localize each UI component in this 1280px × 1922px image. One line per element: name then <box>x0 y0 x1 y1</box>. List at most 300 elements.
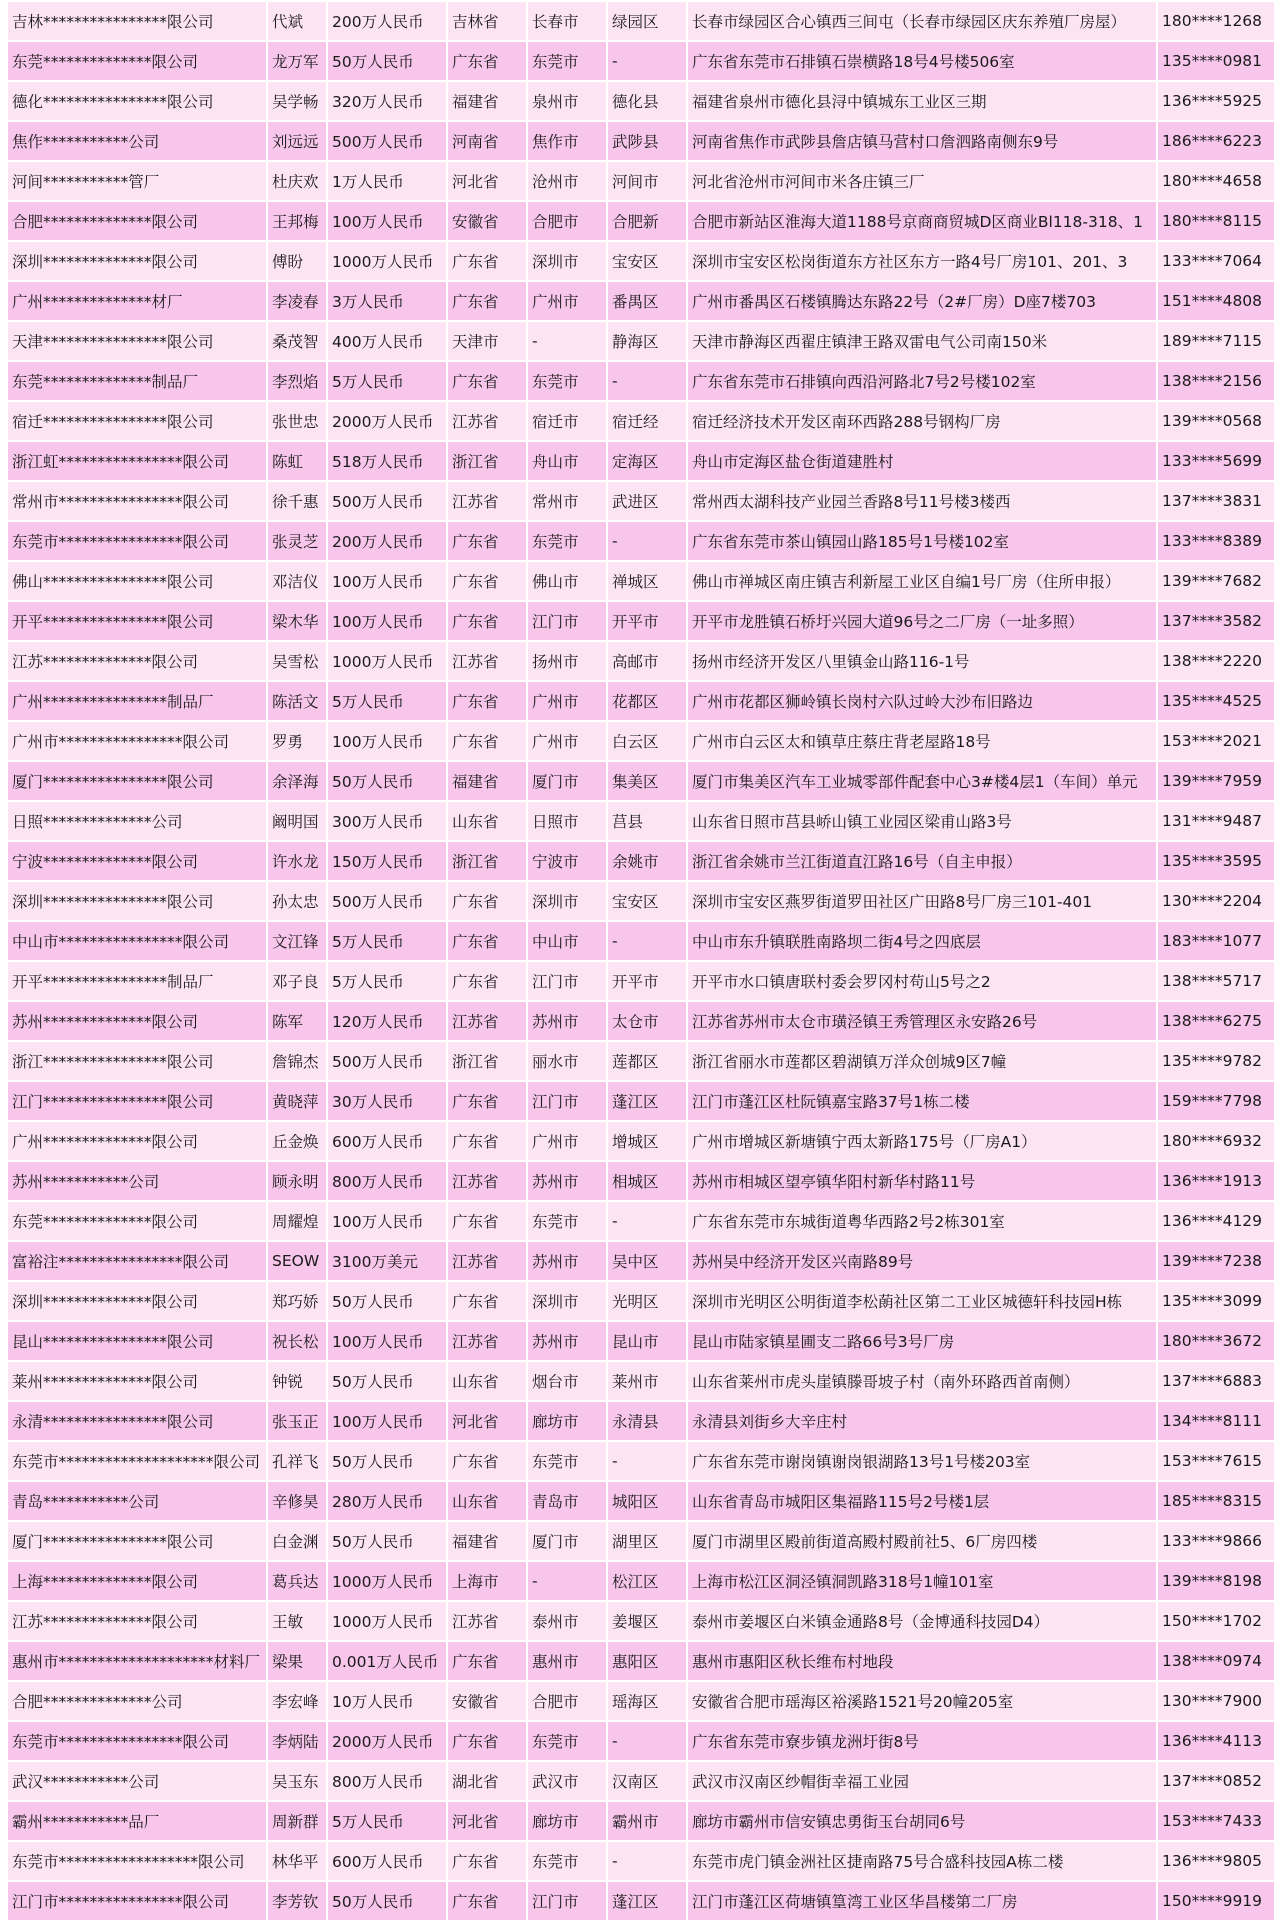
capital-cell: 100万人民币 <box>327 561 447 601</box>
province-cell: 河北省 <box>447 161 527 201</box>
table-row <box>7 921 1275 961</box>
capital-cell: 50万人民币 <box>327 1441 447 1481</box>
phone-cell: 150****9919 <box>1157 1881 1275 1921</box>
capital-cell: 100万人民币 <box>327 201 447 241</box>
phone-cell: 180****8115 <box>1157 201 1275 241</box>
legal-rep-cell: 陈军 <box>267 1001 327 1041</box>
province-cell: 山东省 <box>447 801 527 841</box>
province-cell: 江苏省 <box>447 1241 527 1281</box>
table-row <box>7 321 1275 361</box>
city-cell: 长春市 <box>527 1 607 41</box>
legal-rep-cell: 张世忠 <box>267 401 327 441</box>
city-cell: 东莞市 <box>527 521 607 561</box>
province-cell: 河北省 <box>447 1801 527 1841</box>
address-cell: 厦门市湖里区殿前街道高殿村殿前社5、6厂房四楼 <box>687 1521 1157 1561</box>
city-cell: 厦门市 <box>527 1521 607 1561</box>
district-cell: 永清县 <box>607 1401 687 1441</box>
legal-rep-cell: 孔祥飞 <box>267 1441 327 1481</box>
city-cell: 丽水市 <box>527 1041 607 1081</box>
address-cell: 广东省东莞市东城街道粤华西路2号2栋301室 <box>687 1201 1157 1241</box>
district-cell: - <box>607 1841 687 1881</box>
legal-rep-cell: 邓子良 <box>267 961 327 1001</box>
address-cell: 深圳市宝安区燕罗街道罗田社区广田路8号厂房三101-401 <box>687 881 1157 921</box>
legal-rep-cell: 林华平 <box>267 1841 327 1881</box>
table-row <box>7 721 1275 761</box>
city-cell: 东莞市 <box>527 361 607 401</box>
capital-cell: 500万人民币 <box>327 1041 447 1081</box>
capital-cell: 600万人民币 <box>327 1121 447 1161</box>
table-row <box>7 1521 1275 1561</box>
province-cell: 山东省 <box>447 1361 527 1401</box>
address-cell: 江门市蓬江区杜阮镇嘉宝路37号1栋二楼 <box>687 1081 1157 1121</box>
province-cell: 天津市 <box>447 321 527 361</box>
capital-cell: 200万人民币 <box>327 1 447 41</box>
capital-cell: 500万人民币 <box>327 121 447 161</box>
capital-cell: 50万人民币 <box>327 1361 447 1401</box>
table-row <box>7 1121 1275 1161</box>
legal-rep-cell: 吴玉东 <box>267 1761 327 1801</box>
address-cell: 扬州市经济开发区八里镇金山路116-1号 <box>687 641 1157 681</box>
address-cell: 上海市松江区洞泾镇洞凯路318号1幢101室 <box>687 1561 1157 1601</box>
phone-cell: 130****7900 <box>1157 1681 1275 1721</box>
company-name-cell: 广州**************材厂 <box>7 281 267 321</box>
capital-cell: 100万人民币 <box>327 1201 447 1241</box>
table-row <box>7 121 1275 161</box>
company-name-cell: 河间***********管厂 <box>7 161 267 201</box>
phone-cell: 133****9866 <box>1157 1521 1275 1561</box>
city-cell: 武汉市 <box>527 1761 607 1801</box>
legal-rep-cell: 陈虹 <box>267 441 327 481</box>
table-row <box>7 1721 1275 1761</box>
address-cell: 山东省莱州市虎头崖镇滕哥坡子村（南外环路西首南侧） <box>687 1361 1157 1401</box>
city-cell: 宿迁市 <box>527 401 607 441</box>
district-cell: - <box>607 361 687 401</box>
table-row <box>7 241 1275 281</box>
legal-rep-cell: 梁木华 <box>267 601 327 641</box>
phone-cell: 180****3672 <box>1157 1321 1275 1361</box>
address-cell: 天津市静海区西翟庄镇津王路双雷电气公司南150米 <box>687 321 1157 361</box>
phone-cell: 131****9487 <box>1157 801 1275 841</box>
table-row <box>7 961 1275 1001</box>
table-row <box>7 1561 1275 1601</box>
company-name-cell: 江苏**************限公司 <box>7 641 267 681</box>
company-name-cell: 常州市****************限公司 <box>7 481 267 521</box>
legal-rep-cell: 李烈焰 <box>267 361 327 401</box>
phone-cell: 137****0852 <box>1157 1761 1275 1801</box>
legal-rep-cell: 陈活文 <box>267 681 327 721</box>
table-row <box>7 1641 1275 1681</box>
province-cell: 广东省 <box>447 1441 527 1481</box>
phone-cell: 186****6223 <box>1157 121 1275 161</box>
province-cell: 广东省 <box>447 241 527 281</box>
legal-rep-cell: 郑巧娇 <box>267 1281 327 1321</box>
legal-rep-cell: 周耀煌 <box>267 1201 327 1241</box>
company-name-cell: 苏州**************限公司 <box>7 1001 267 1041</box>
province-cell: 福建省 <box>447 1521 527 1561</box>
address-cell: 广州市白云区太和镇草庄蔡庄背老屋路18号 <box>687 721 1157 761</box>
province-cell: 吉林省 <box>447 1 527 41</box>
phone-cell: 135****4525 <box>1157 681 1275 721</box>
district-cell: - <box>607 521 687 561</box>
city-cell: 广州市 <box>527 1121 607 1161</box>
company-name-cell: 宿迁****************限公司 <box>7 401 267 441</box>
table-row <box>7 601 1275 641</box>
address-cell: 苏州市相城区望亭镇华阳村新华村路11号 <box>687 1161 1157 1201</box>
city-cell: 广州市 <box>527 721 607 761</box>
capital-cell: 5万人民币 <box>327 1801 447 1841</box>
legal-rep-cell: 葛兵达 <box>267 1561 327 1601</box>
district-cell: 武陟县 <box>607 121 687 161</box>
province-cell: 江苏省 <box>447 1161 527 1201</box>
legal-rep-cell: 傅盼 <box>267 241 327 281</box>
address-cell: 江门市蓬江区荷塘镇篁湾工业区华昌楼第二厂房 <box>687 1881 1157 1921</box>
phone-cell: 138****2220 <box>1157 641 1275 681</box>
legal-rep-cell: 许水龙 <box>267 841 327 881</box>
district-cell: 霸州市 <box>607 1801 687 1841</box>
address-cell: 广东省东莞市茶山镇园山路185号1号楼102室 <box>687 521 1157 561</box>
capital-cell: 200万人民币 <box>327 521 447 561</box>
legal-rep-cell: 周新群 <box>267 1801 327 1841</box>
legal-rep-cell: 杜庆欢 <box>267 161 327 201</box>
phone-cell: 138****2156 <box>1157 361 1275 401</box>
city-cell: 苏州市 <box>527 1321 607 1361</box>
table-row <box>7 161 1275 201</box>
capital-cell: 500万人民币 <box>327 881 447 921</box>
district-cell: 定海区 <box>607 441 687 481</box>
province-cell: 广东省 <box>447 1081 527 1121</box>
province-cell: 广东省 <box>447 361 527 401</box>
company-name-cell: 东莞市****************限公司 <box>7 1721 267 1761</box>
company-name-cell: 江苏**************限公司 <box>7 1601 267 1641</box>
district-cell: 太仓市 <box>607 1001 687 1041</box>
phone-cell: 138****5717 <box>1157 961 1275 1001</box>
district-cell: 城阳区 <box>607 1481 687 1521</box>
district-cell: 惠阳区 <box>607 1641 687 1681</box>
city-cell: 泰州市 <box>527 1601 607 1641</box>
legal-rep-cell: 詹锦杰 <box>267 1041 327 1081</box>
table-row <box>7 201 1275 241</box>
phone-cell: 139****7682 <box>1157 561 1275 601</box>
table-row <box>7 1401 1275 1441</box>
legal-rep-cell: 文江锋 <box>267 921 327 961</box>
city-cell: 沧州市 <box>527 161 607 201</box>
capital-cell: 100万人民币 <box>327 721 447 761</box>
district-cell: - <box>607 921 687 961</box>
legal-rep-cell: 刘远远 <box>267 121 327 161</box>
legal-rep-cell: 吴雪松 <box>267 641 327 681</box>
phone-cell: 183****1077 <box>1157 921 1275 961</box>
address-cell: 山东省青岛市城阳区集福路115号2号楼1层 <box>687 1481 1157 1521</box>
phone-cell: 151****4808 <box>1157 281 1275 321</box>
phone-cell: 133****7064 <box>1157 241 1275 281</box>
capital-cell: 2000万人民币 <box>327 1721 447 1761</box>
district-cell: 开平市 <box>607 961 687 1001</box>
district-cell: 宝安区 <box>607 881 687 921</box>
district-cell: 宝安区 <box>607 241 687 281</box>
district-cell: 汉南区 <box>607 1761 687 1801</box>
city-cell: 广州市 <box>527 281 607 321</box>
capital-cell: 50万人民币 <box>327 1881 447 1921</box>
district-cell: 禅城区 <box>607 561 687 601</box>
district-cell: 蓬江区 <box>607 1081 687 1121</box>
province-cell: 广东省 <box>447 721 527 761</box>
province-cell: 广东省 <box>447 281 527 321</box>
phone-cell: 136****9805 <box>1157 1841 1275 1881</box>
address-cell: 广东省东莞市寮步镇龙洲圩街8号 <box>687 1721 1157 1761</box>
table-row <box>7 1681 1275 1721</box>
capital-cell: 0.001万人民币 <box>327 1641 447 1681</box>
phone-cell: 135****3595 <box>1157 841 1275 881</box>
address-cell: 广州市番禺区石楼镇腾达东路22号（2#厂房）D座7楼703 <box>687 281 1157 321</box>
company-name-cell: 合肥**************限公司 <box>7 201 267 241</box>
company-name-cell: 合肥**************公司 <box>7 1681 267 1721</box>
address-cell: 河北省沧州市河间市米各庄镇三厂 <box>687 161 1157 201</box>
address-cell: 广州市增城区新塘镇宁西太新路175号（厂房A1） <box>687 1121 1157 1161</box>
province-cell: 安徽省 <box>447 1681 527 1721</box>
phone-cell: 138****6275 <box>1157 1001 1275 1041</box>
address-cell: 苏州吴中经济开发区兴南路89号 <box>687 1241 1157 1281</box>
capital-cell: 50万人民币 <box>327 41 447 81</box>
company-name-cell: 昆山****************限公司 <box>7 1321 267 1361</box>
legal-rep-cell: 梁果 <box>267 1641 327 1681</box>
legal-rep-cell: 张玉正 <box>267 1401 327 1441</box>
table-row <box>7 681 1275 721</box>
district-cell: 相城区 <box>607 1161 687 1201</box>
district-cell: 花都区 <box>607 681 687 721</box>
company-name-cell: 吉林****************限公司 <box>7 1 267 41</box>
city-cell: 日照市 <box>527 801 607 841</box>
table-row <box>7 1001 1275 1041</box>
company-name-cell: 焦作***********公司 <box>7 121 267 161</box>
province-cell: 广东省 <box>447 601 527 641</box>
table-row <box>7 641 1275 681</box>
district-cell: 昆山市 <box>607 1321 687 1361</box>
capital-cell: 800万人民币 <box>327 1761 447 1801</box>
company-name-cell: 东莞**************限公司 <box>7 41 267 81</box>
table-row <box>7 1241 1275 1281</box>
address-cell: 深圳市光明区公明街道李松蓢社区第二工业区城德轩科技园H栋 <box>687 1281 1157 1321</box>
address-cell: 合肥市新站区淮海大道1188号京商商贸城D区商业Bl118-318、1 <box>687 201 1157 241</box>
capital-cell: 2000万人民币 <box>327 401 447 441</box>
province-cell: 浙江省 <box>447 1041 527 1081</box>
table-row <box>7 81 1275 121</box>
table-row <box>7 1481 1275 1521</box>
city-cell: 青岛市 <box>527 1481 607 1521</box>
legal-rep-cell: 王敏 <box>267 1601 327 1641</box>
province-cell: 广东省 <box>447 521 527 561</box>
legal-rep-cell: 邓洁仪 <box>267 561 327 601</box>
phone-cell: 180****1268 <box>1157 1 1275 41</box>
province-cell: 福建省 <box>447 81 527 121</box>
capital-cell: 320万人民币 <box>327 81 447 121</box>
phone-cell: 180****6932 <box>1157 1121 1275 1161</box>
company-name-cell: 德化****************限公司 <box>7 81 267 121</box>
company-name-cell: 永清****************限公司 <box>7 1401 267 1441</box>
phone-cell: 136****4129 <box>1157 1201 1275 1241</box>
address-cell: 中山市东升镇联胜南路坝二街4号之四底层 <box>687 921 1157 961</box>
legal-rep-cell: 钟锐 <box>267 1361 327 1401</box>
city-cell: 舟山市 <box>527 441 607 481</box>
address-cell: 浙江省丽水市莲都区碧湖镇万洋众创城9区7幢 <box>687 1041 1157 1081</box>
district-cell: 莱州市 <box>607 1361 687 1401</box>
address-cell: 永清县刘街乡大辛庄村 <box>687 1401 1157 1441</box>
address-cell: 厦门市集美区汽车工业城零部件配套中心3#楼4层1（车间）单元 <box>687 761 1157 801</box>
city-cell: - <box>527 1561 607 1601</box>
city-cell: 合肥市 <box>527 201 607 241</box>
capital-cell: 50万人民币 <box>327 761 447 801</box>
phone-cell: 139****7959 <box>1157 761 1275 801</box>
phone-cell: 150****1702 <box>1157 1601 1275 1641</box>
city-cell: 江门市 <box>527 1081 607 1121</box>
city-cell: 江门市 <box>527 961 607 1001</box>
district-cell: 合肥新 <box>607 201 687 241</box>
legal-rep-cell: 辛修昊 <box>267 1481 327 1521</box>
district-cell: 吴中区 <box>607 1241 687 1281</box>
company-name-cell: 武汉***********公司 <box>7 1761 267 1801</box>
capital-cell: 100万人民币 <box>327 1401 447 1441</box>
company-name-cell: 东莞市********************限公司 <box>7 1441 267 1481</box>
company-name-cell: 东莞**************限公司 <box>7 1201 267 1241</box>
phone-cell: 180****4658 <box>1157 161 1275 201</box>
capital-cell: 120万人民币 <box>327 1001 447 1041</box>
phone-cell: 189****7115 <box>1157 321 1275 361</box>
capital-cell: 1000万人民币 <box>327 1561 447 1601</box>
legal-rep-cell: 代斌 <box>267 1 327 41</box>
province-cell: 广东省 <box>447 1721 527 1761</box>
province-cell: 广东省 <box>447 41 527 81</box>
company-name-cell: 深圳****************限公司 <box>7 881 267 921</box>
city-cell: 深圳市 <box>527 881 607 921</box>
company-name-cell: 江门****************限公司 <box>7 1081 267 1121</box>
province-cell: 河北省 <box>447 1401 527 1441</box>
address-cell: 武汉市汉南区纱帽街幸福工业园 <box>687 1761 1157 1801</box>
company-name-cell: 广州市****************限公司 <box>7 721 267 761</box>
company-name-cell: 东莞**************制品厂 <box>7 361 267 401</box>
district-cell: 莲都区 <box>607 1041 687 1081</box>
district-cell: 光明区 <box>607 1281 687 1321</box>
capital-cell: 100万人民币 <box>327 1321 447 1361</box>
district-cell: 白云区 <box>607 721 687 761</box>
phone-cell: 135****3099 <box>1157 1281 1275 1321</box>
capital-cell: 600万人民币 <box>327 1841 447 1881</box>
legal-rep-cell: 白金渊 <box>267 1521 327 1561</box>
city-cell: 苏州市 <box>527 1001 607 1041</box>
address-cell: 广东省东莞市石排镇向西沿河路北7号2号楼102室 <box>687 361 1157 401</box>
district-cell: 集美区 <box>607 761 687 801</box>
city-cell: 东莞市 <box>527 1441 607 1481</box>
phone-cell: 130****2204 <box>1157 881 1275 921</box>
city-cell: 苏州市 <box>527 1241 607 1281</box>
district-cell: 德化县 <box>607 81 687 121</box>
legal-rep-cell: 黄晓萍 <box>267 1081 327 1121</box>
city-cell: 深圳市 <box>527 241 607 281</box>
phone-cell: 153****2021 <box>1157 721 1275 761</box>
legal-rep-cell: 张灵芝 <box>267 521 327 561</box>
province-cell: 广东省 <box>447 961 527 1001</box>
capital-cell: 10万人民币 <box>327 1681 447 1721</box>
capital-cell: 3100万美元 <box>327 1241 447 1281</box>
company-name-cell: 霸州***********品厂 <box>7 1801 267 1841</box>
capital-cell: 300万人民币 <box>327 801 447 841</box>
district-cell: 武进区 <box>607 481 687 521</box>
province-cell: 广东省 <box>447 921 527 961</box>
table-row <box>7 1081 1275 1121</box>
legal-rep-cell: 吴学畅 <box>267 81 327 121</box>
table-row <box>7 1761 1275 1801</box>
province-cell: 浙江省 <box>447 841 527 881</box>
table-row <box>7 1361 1275 1401</box>
district-cell: 湖里区 <box>607 1521 687 1561</box>
company-name-cell: 浙江****************限公司 <box>7 1041 267 1081</box>
district-cell: 瑶海区 <box>607 1681 687 1721</box>
city-cell: 泉州市 <box>527 81 607 121</box>
address-cell: 东莞市虎门镇金洲社区捷南路75号合盛科技园A栋二楼 <box>687 1841 1157 1881</box>
legal-rep-cell: 丘金焕 <box>267 1121 327 1161</box>
province-cell: 江苏省 <box>447 1601 527 1641</box>
table-row <box>7 1321 1275 1361</box>
address-cell: 廊坊市霸州市信安镇忠勇街玉台胡同6号 <box>687 1801 1157 1841</box>
company-name-cell: 日照**************公司 <box>7 801 267 841</box>
company-name-cell: 天津****************限公司 <box>7 321 267 361</box>
province-cell: 广东省 <box>447 1281 527 1321</box>
company-name-cell: 富裕注****************限公司 <box>7 1241 267 1281</box>
legal-rep-cell: 桑茂智 <box>267 321 327 361</box>
company-name-cell: 宁波**************限公司 <box>7 841 267 881</box>
capital-cell: 1000万人民币 <box>327 641 447 681</box>
legal-rep-cell: 李芳钦 <box>267 1881 327 1921</box>
company-name-cell: 上海**************限公司 <box>7 1561 267 1601</box>
city-cell: 江门市 <box>527 1881 607 1921</box>
phone-cell: 133****5699 <box>1157 441 1275 481</box>
province-cell: 安徽省 <box>447 201 527 241</box>
company-name-cell: 厦门****************限公司 <box>7 761 267 801</box>
phone-cell: 159****7798 <box>1157 1081 1275 1121</box>
legal-rep-cell: 顾永明 <box>267 1161 327 1201</box>
province-cell: 江苏省 <box>447 481 527 521</box>
legal-rep-cell: 徐千惠 <box>267 481 327 521</box>
province-cell: 江苏省 <box>447 641 527 681</box>
city-cell: 广州市 <box>527 681 607 721</box>
capital-cell: 5万人民币 <box>327 921 447 961</box>
province-cell: 湖北省 <box>447 1761 527 1801</box>
district-cell: 莒县 <box>607 801 687 841</box>
address-cell: 开平市龙胜镇石桥圩兴园大道96号之二厂房（一址多照） <box>687 601 1157 641</box>
company-name-cell: 惠州市********************材料厂 <box>7 1641 267 1681</box>
table-row <box>7 521 1275 561</box>
company-name-cell: 青岛***********公司 <box>7 1481 267 1521</box>
province-cell: 广东省 <box>447 881 527 921</box>
company-name-cell: 苏州***********公司 <box>7 1161 267 1201</box>
table-row <box>7 41 1275 81</box>
table-row <box>7 1161 1275 1201</box>
province-cell: 广东省 <box>447 561 527 601</box>
legal-rep-cell: 祝长松 <box>267 1321 327 1361</box>
province-cell: 广东省 <box>447 1881 527 1921</box>
phone-cell: 133****8389 <box>1157 521 1275 561</box>
phone-cell: 136****1913 <box>1157 1161 1275 1201</box>
capital-cell: 500万人民币 <box>327 481 447 521</box>
address-cell: 山东省日照市莒县峤山镇工业园区梁甫山路3号 <box>687 801 1157 841</box>
capital-cell: 1000万人民币 <box>327 241 447 281</box>
phone-cell: 185****8315 <box>1157 1481 1275 1521</box>
province-cell: 广东省 <box>447 1641 527 1681</box>
company-name-cell: 深圳**************限公司 <box>7 1281 267 1321</box>
table-row <box>7 801 1275 841</box>
city-cell: 东莞市 <box>527 1201 607 1241</box>
phone-cell: 139****8198 <box>1157 1561 1275 1601</box>
city-cell: 惠州市 <box>527 1641 607 1681</box>
phone-cell: 136****4113 <box>1157 1721 1275 1761</box>
